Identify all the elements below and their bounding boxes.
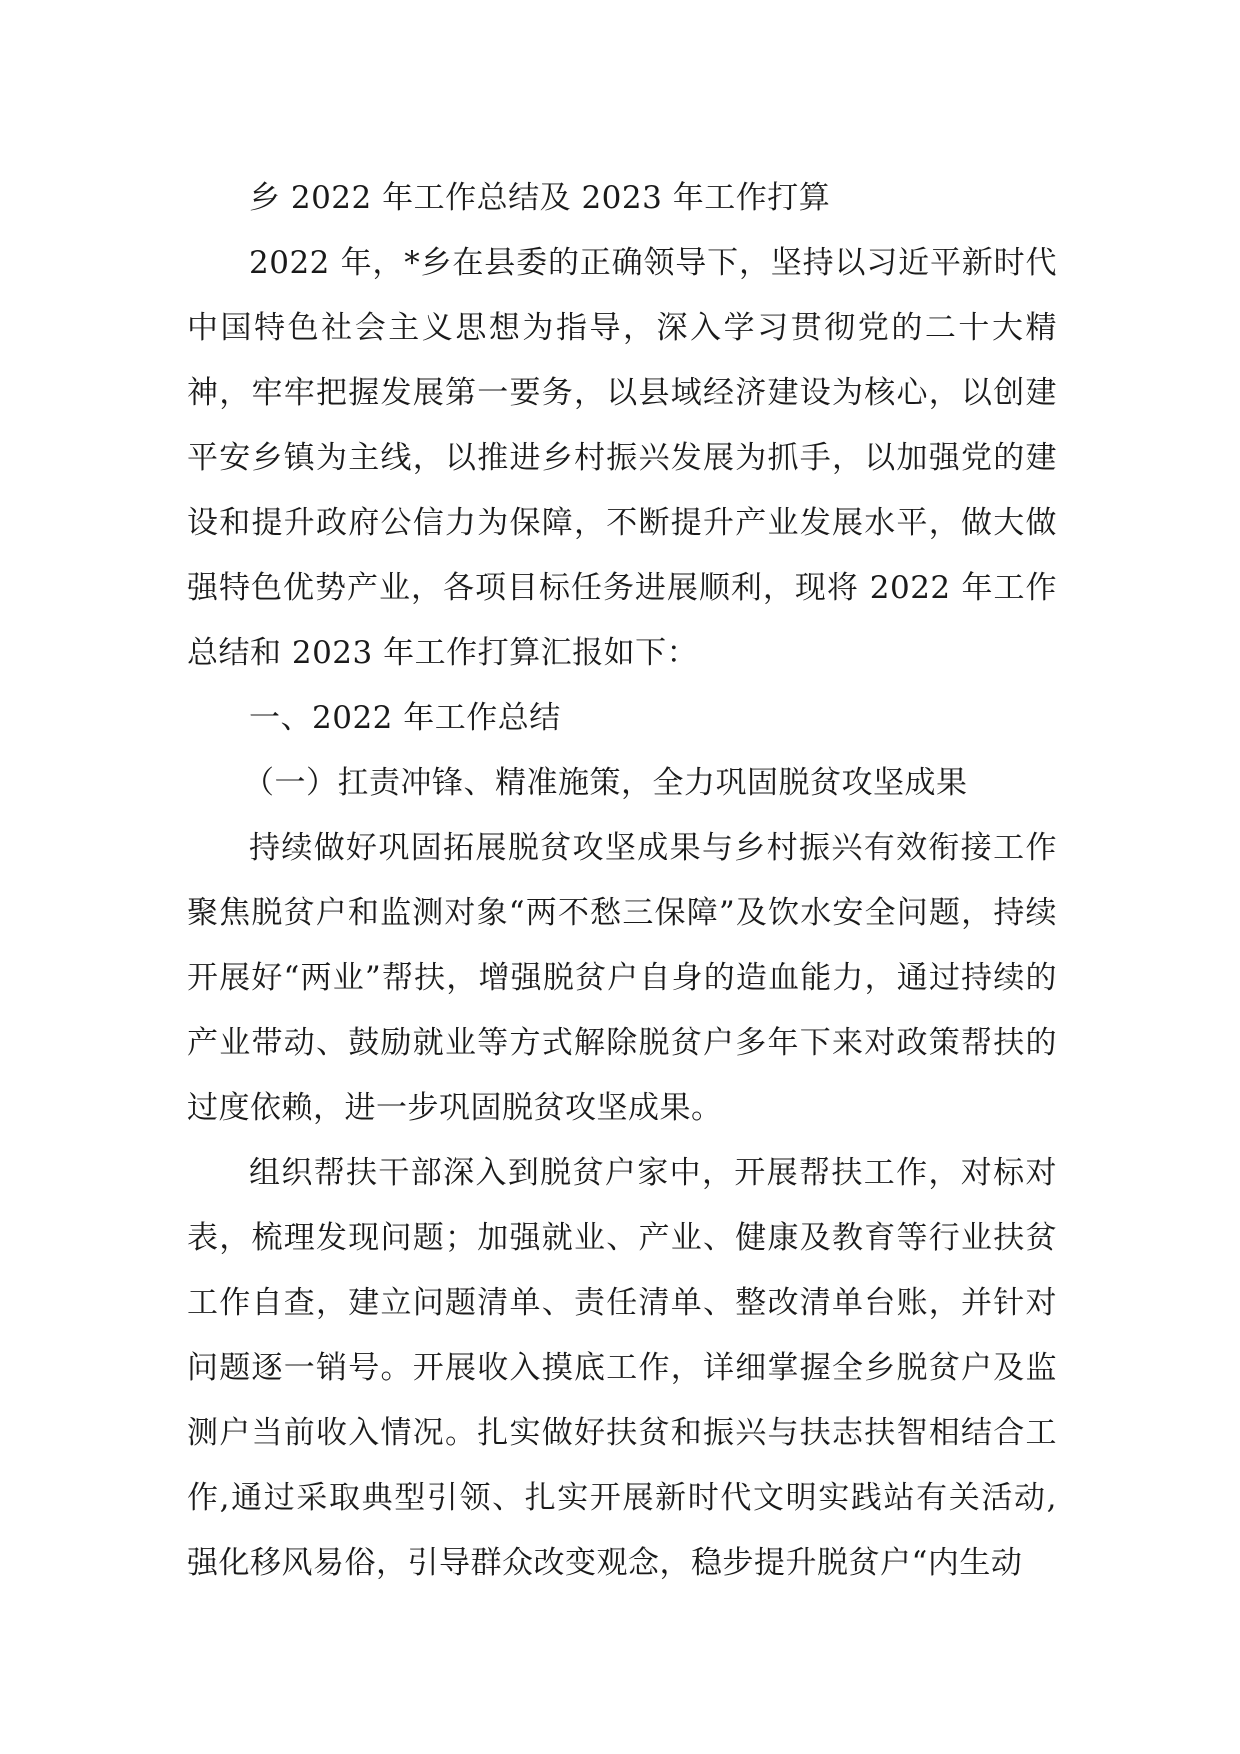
document-title: 乡 2022 年工作总结及 2023 年工作打算 <box>249 180 831 216</box>
subsection-heading: （一）扛责冲锋、精准施策，全力巩固脱贫攻坚成果 <box>243 765 968 801</box>
document-body <box>187 166 1057 1596</box>
intro-paragraph: 2022 年，*乡在县委的正确领导下，坚持以习近平新时代中国特色社会主义思想为指导，深入学习贯彻党的二十大精神，牢牢把握发展第一要务，以县域经济建设为核心，以创建平安乡镇为主线，以推进乡村振兴发展为抓手，以加强党的建设和提升政府公信力为保障，不断提升产业发展水平，做大做强特色优势产业，各项目标任务进展顺利，现将 2022 年工作总结和 2023 年工作打算汇报如下： <box>187 245 1057 671</box>
section-heading: 一、2022 年工作总结 <box>249 700 561 736</box>
body-paragraph: 持续做好巩固拓展脱贫攻坚成果与乡村振兴有效衔接工作聚焦脱贫户和监测对象“两不愁三保障”及饮水安全问题，持续开展好“两业”帮扶，增强脱贫户自身的造血能力，通过持续的产业带动、鼓励就业等方式解除脱贫户多年下来对政策帮扶的过度依赖，进一步巩固脱贫攻坚成果。 <box>187 830 1057 1126</box>
body-paragraph: 组织帮扶干部深入到脱贫户家中，开展帮扶工作，对标对表，梳理发现问题；加强就业、产业、健康及教育等行业扶贫工作自查，建立问题清单、责任清单、整改清单台账，并针对问题逐一销号。开展收入摸底工作，详细掌握全乡脱贫户及监测户当前收入情况。扎实做好扶贫和振兴与扶志扶智相结合工作,通过采取典型引领、扎实开展新时代文明实践站有关活动,强化移风易俗，引导群众改变观念，稳步提升脱贫户“内生动 <box>187 1155 1057 1581</box>
